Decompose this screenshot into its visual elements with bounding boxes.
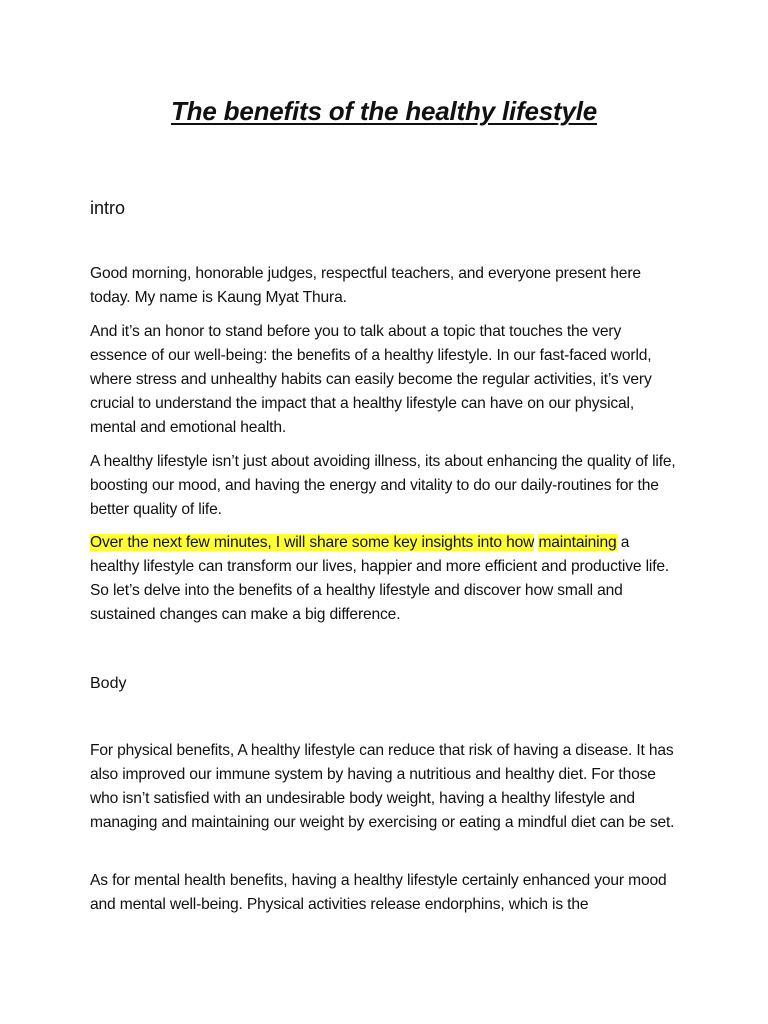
- paragraph-preview: [90, 531, 680, 627]
- document-title: The benefits of the healthy lifestyle: [170, 96, 598, 126]
- paragraph-greeting: Good morning, honorable judges, respectful teachers, and everyone present here today. My name is Kaung Myat Thura.: [90, 265, 641, 306]
- paragraph-mental-benefits: As for mental health benefits, having a healthy lifestyle certainly enhanced your mood and mental well-being. Physical activities release endorphins, which is the: [90, 872, 667, 913]
- paragraph-physical-benefits: For physical benefits, A healthy lifestyle can reduce that risk of having a disease. It has also improved our immune system by having a nutritious and healthy diet. For those who isn’t satisfied with an undesirable body weight, having a healthy lifestyle and managing and maintaining our weight by exercising or eating a mindful diet can be set.: [90, 742, 675, 831]
- paragraph-topic: And it’s an honor to stand before you to talk about a topic that touches the very essence of our well-being: the benefits of a healthy lifestyle. In our fast-faced world, where stress and unhealthy habits can easily become the regular activities, it’s very crucial to understand the impact that a healthy lifestyle can have on our physical, mental and emotional health.: [90, 323, 652, 436]
- paragraph-preview-rest: a healthy lifestyle can transform our lives, happier and more efficient and productive life. So let’s delve into the benefits of a healthy lifestyle and discover how small and sustained changes can make a big difference.: [90, 534, 670, 623]
- highlighted-word: maintaining: [538, 534, 617, 551]
- section-heading-intro: intro: [90, 198, 126, 218]
- section-heading-body: Body: [90, 675, 127, 692]
- highlighted-text: Over the next few minutes, I will share some key insights into how: [90, 534, 535, 551]
- paragraph-definition: A healthy lifestyle isn’t just about avoiding illness, its about enhancing the quality of life, boosting our mood, and having the energy and vitality to do our daily-routines for the better quality of life.: [90, 453, 676, 518]
